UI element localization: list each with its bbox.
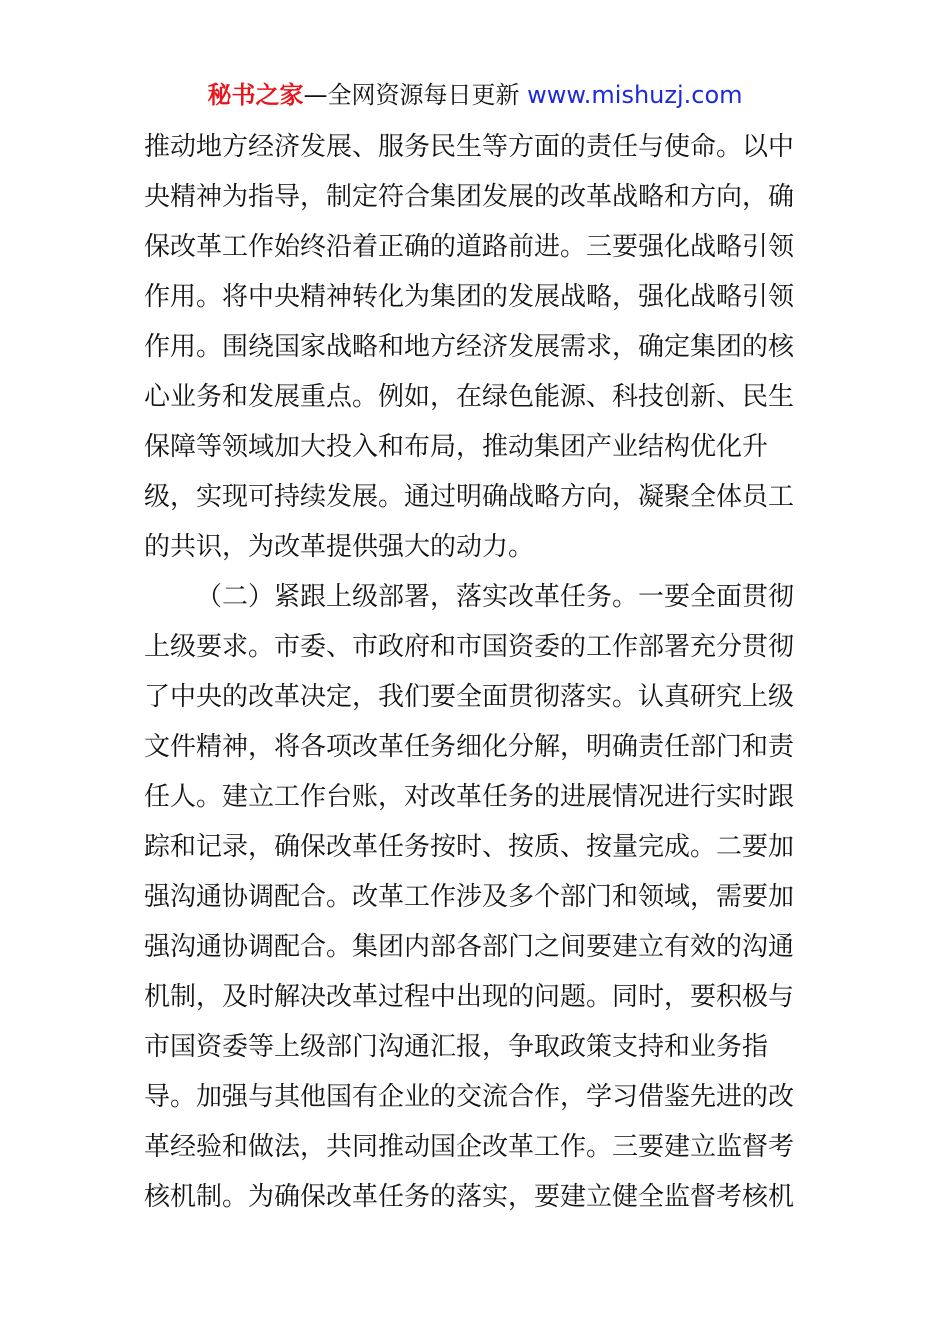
document-body: [144, 122, 809, 1222]
text-line: 作用。将中央精神转化为集团的发展战略，强化战略引领: [144, 282, 795, 312]
text-line: 央精神为指导，制定符合集团发展的改革战略和方向，确: [144, 182, 795, 212]
text-line: 强沟通协调配合。集团内部各部门之间要建立有效的沟通: [144, 932, 795, 962]
text-line: 核机制。为确保改革任务的落实，要建立健全监督考核机: [144, 1182, 795, 1212]
text-line: 强沟通协调配合。改革工作涉及多个部门和领域，需要加: [144, 882, 795, 912]
text-line: 市国资委等上级部门沟通汇报，争取政策支持和业务指: [144, 1032, 769, 1062]
text-line: 文件精神，将各项改革任务细化分解，明确责任部门和责: [144, 732, 795, 762]
text-line: 了中央的改革决定，我们要全面贯彻落实。认真研究上级: [144, 682, 795, 712]
text-line: 革经验和做法，共同推动国企改革工作。三要建立监督考: [144, 1132, 795, 1162]
text-line: 级，实现可持续发展。通过明确战略方向，凝聚全体员工: [144, 482, 795, 512]
text-line: 上级要求。市委、市政府和市国资委的工作部署充分贯彻: [144, 632, 795, 662]
text-line: 推动地方经济发展、服务民生等方面的责任与使命。以中: [144, 132, 795, 162]
text-line: 心业务和发展重点。例如，在绿色能源、科技创新、民生: [144, 382, 795, 412]
text-line: 作用。围绕国家战略和地方经济发展需求，确定集团的核: [144, 332, 795, 362]
text-line: 保障等领域加大投入和布局，推动集团产业结构优化升: [144, 432, 769, 462]
text-line: 的共识，为改革提供强大的动力。: [144, 532, 535, 562]
page-header: [0, 78, 950, 112]
brand-name: 秘书之家: [207, 81, 304, 109]
text-line: 保改革工作始终沿着正确的道路前进。三要强化战略引领: [144, 232, 795, 262]
text-line: 导。加强与其他国有企业的交流合作，学习借鉴先进的改: [144, 1082, 795, 1112]
text-line: 踪和记录，确保改革任务按时、按质、按量完成。二要加: [144, 832, 795, 862]
text-line: 任人。建立工作台账，对改革任务的进展情况进行实时跟: [144, 782, 795, 812]
site-url-link[interactable]: www.mishuzj.com: [527, 81, 743, 109]
text-line: 机制，及时解决改革过程中出现的问题。同时，要积极与: [144, 982, 795, 1012]
header-tagline: —全网资源每日更新: [303, 81, 520, 109]
section-heading-line: （二）紧跟上级部署，落实改革任务。一要全面贯彻: [196, 582, 795, 612]
